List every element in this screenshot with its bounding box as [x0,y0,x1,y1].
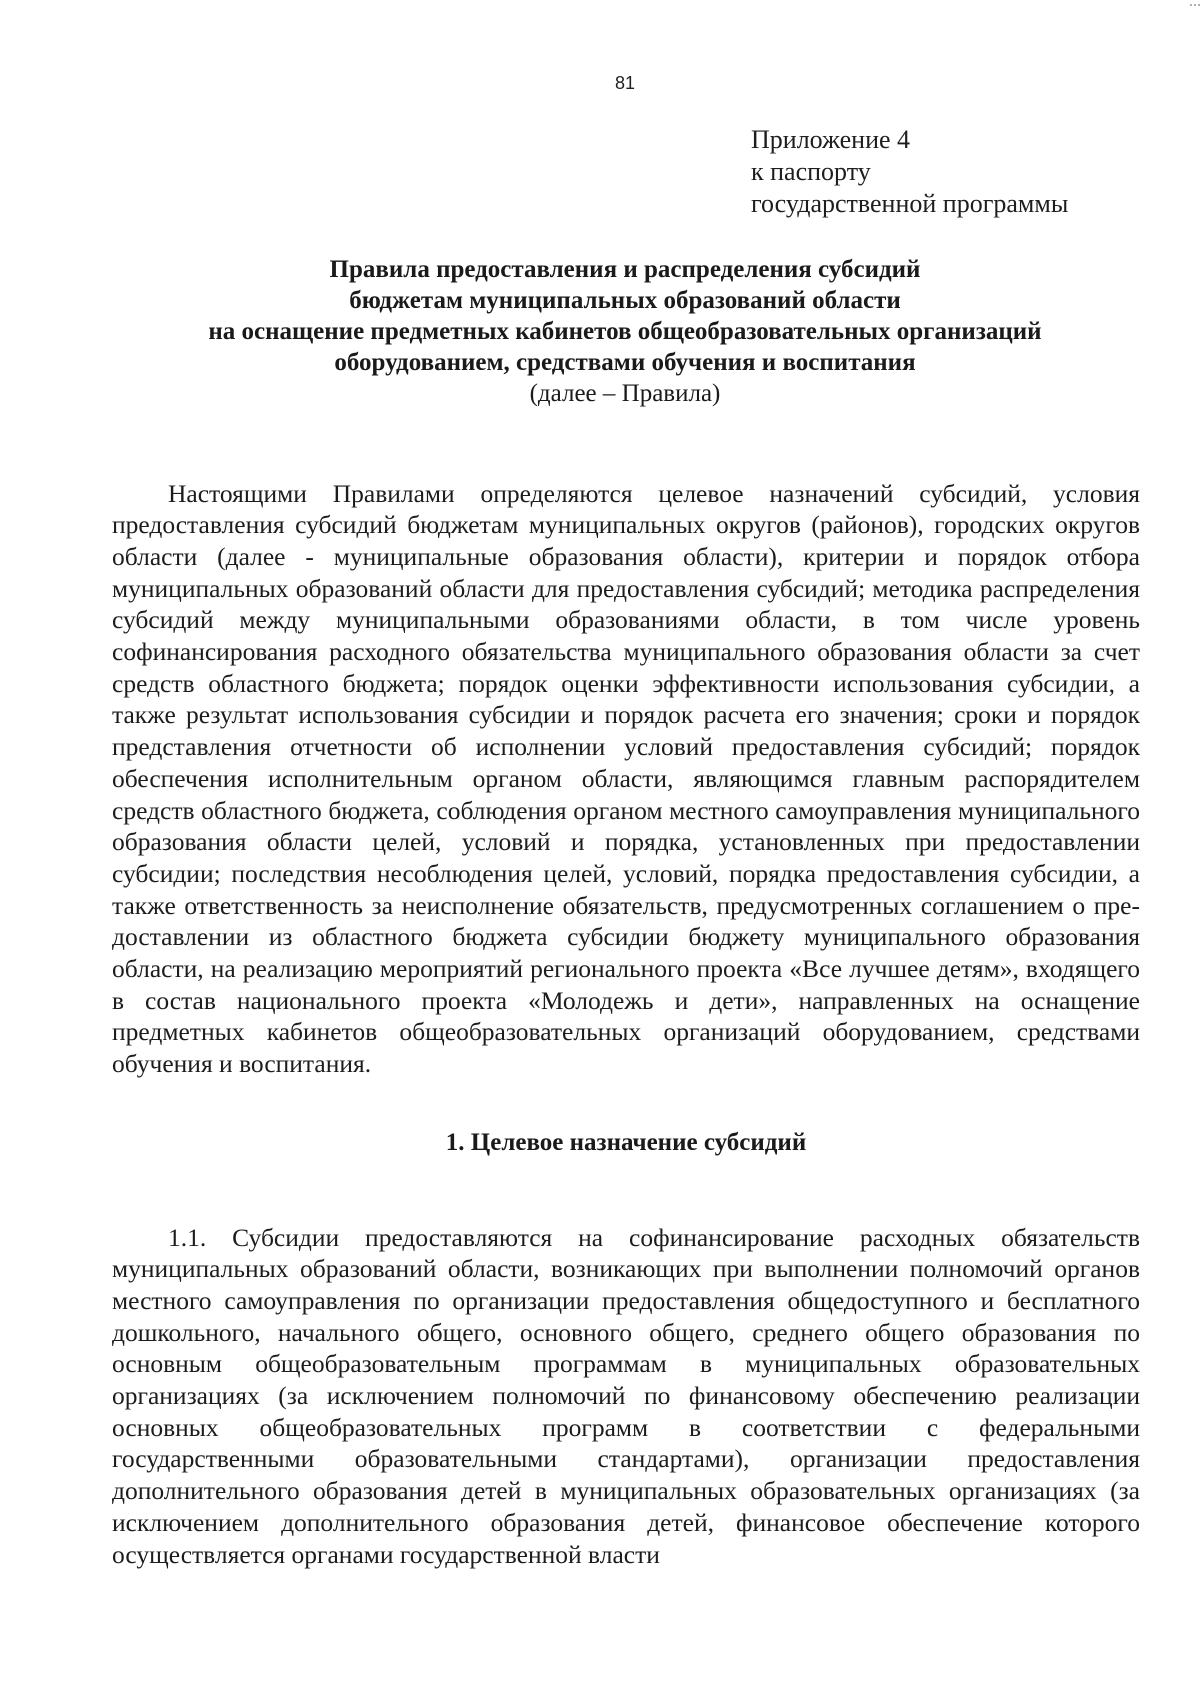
appendix-reference [751,124,1171,220]
scan-artifact [1190,0,1200,6]
title-line: на оснащение предметных кабинетов общеобразовательных организаций [208,318,1042,345]
appendix-line: к паспорту [751,157,871,186]
appendix-line: государственной программы [751,189,1069,218]
title-line: оборудованием, средствами обучения и воспитания [334,349,916,376]
document-title [110,254,1140,410]
title-line: бюджетам муниципальных образований области [349,287,901,314]
appendix-line: Приложение 4 [751,125,911,154]
title-abbreviation-note: (далее – Правила) [529,380,721,407]
section-heading: 1. Целевое назначение субсидий [445,1129,807,1156]
intro-paragraph: Настоящими Правилами определяются целевое назначений субсидий, условия предоставления субсидий бюджетам муниципальных округов (районов), городских округов области (далее - муниципальные образования области), критерии и порядок отбора муниципальных образований области для предоставления субсидий; методика распределения субсидий между муниципальными образованиями области, в том числе уровень софинансирования расходного обязательства муниципального образования области за счет средств областного бюджета; порядок оценки эффективности использования субсидии, а также результат использования субсидии и порядок расчета его значения; сроки и порядок представления отчетности об исполнении условий предоставления субсидий; порядок обеспечения исполнительным органом области, являющимся главным распорядителем средств областного бюджета, соблюдения органом местного самоуправления муниципального образования области целей, условий и порядка, установленных при предоставлении субсидии; последствия несоблюдения целей, условий, порядка предоставления субсидии, а также ответственность за неисполнение обязательств, предусмотренных соглашением о предоставлении из областного бюджета субсидии бюджету муниципального образования области, на реализацию мероприятий регионального проекта «Все лучшее детям», входящего в состав национального проекта «Молодежь и дети», направленных на оснащение предметных кабинетов общеобразовательных организаций оборудованием, средствами обучения и воспитания. [112,478,1140,1079]
title-line: Правила предоставления и распределения субсидий [329,256,921,283]
clause-1-1-paragraph: 1.1. Субсидии предоставляются на софинансирование расходных обязательств муниципальных образований области, возникающих при выполнении полномочий органов местного самоуправления по организации предоставления общедоступного и бесплатного дошкольного, начального общего, основного общего, среднего общего образования по основным общеобразовательным программам в муниципальных образовательных организациях (за исключением полномочий по финансовому обеспечению реализации основных общеобразовательных программ в соответствии с федеральными государственными образовательными стандартами), организации предоставления дополнительного образования детей в муниципальных образовательных организациях (за исключением дополнительного образования детей, финансовое обеспечение которого осуществляется органами государственной власти [112,1222,1140,1569]
page-number: 81 [614,73,636,93]
